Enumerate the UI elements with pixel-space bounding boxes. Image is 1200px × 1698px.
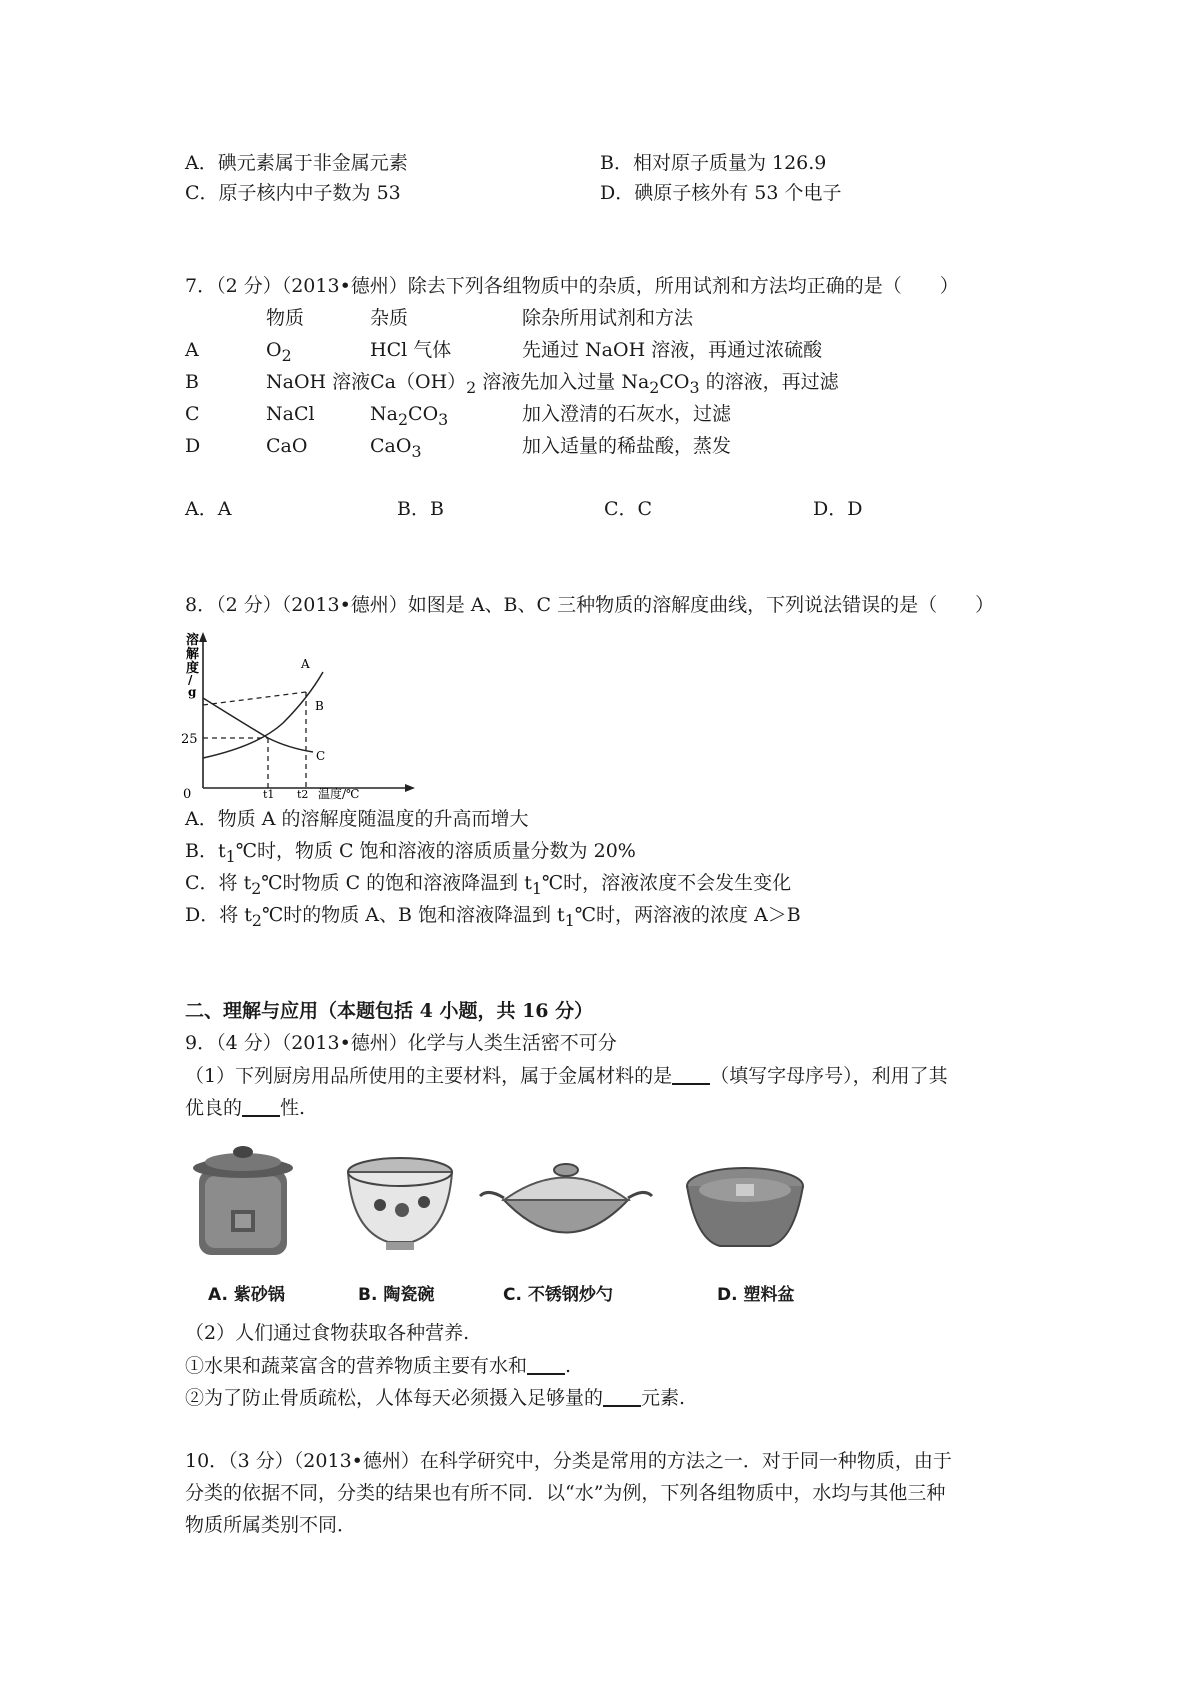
q7-choice-b: B．B (397, 498, 444, 520)
plastic-basin-image (680, 1160, 810, 1260)
answer-blank (672, 1064, 710, 1085)
q7-header-substance: 物质 (266, 307, 305, 329)
q6-option-d: D．碘原子核外有 53 个电子 (600, 182, 842, 204)
ylabel-char-1: 溶 (186, 633, 200, 648)
q7-choice-d: D．D (813, 498, 863, 520)
answer-blank (603, 1386, 641, 1407)
answer-blank (527, 1354, 565, 1375)
q7-choice-a: A．A (185, 498, 232, 520)
y-tick-25: 25 (181, 732, 198, 747)
q9-part1-line1: （1）下列厨房用品所使用的主要材料，属于金属材料的是 （填写字母序号），利用了其 (185, 1065, 948, 1087)
q9-part2-item2: ②为了防止骨质疏松，人体每天必须摄入足够量的 元素. (185, 1387, 686, 1409)
ylabel-char-4: / (188, 673, 193, 687)
q9-stem: 9．（4 分）（2013•德州）化学与人类生活密不可分 (185, 1032, 617, 1054)
q7-row-a-impurity: HCl 气体 (370, 339, 452, 361)
xlabel: 温度/℃ (318, 787, 360, 801)
q6-option-c: C．原子核内中子数为 53 (185, 182, 401, 204)
q10-line2: 分类的依据不同，分类的结果也有所不同．以“水”为例，下列各组物质中，水均与其他三种 (185, 1482, 946, 1504)
curve-label-c: C (316, 749, 326, 763)
ylabel-char-5: g (188, 685, 197, 699)
q6-option-a: A．碘元素属于非金属元素 (185, 152, 408, 174)
curve-a (203, 672, 323, 758)
section-2-title: 二、理解与应用（本题包括 4 小题，共 16 分） (185, 1000, 594, 1022)
q7-row-a-method: 先通过 NaOH 溶液，再通过浓硫酸 (522, 339, 823, 361)
q7-row-d-method: 加入适量的稀盐酸，蒸发 (522, 435, 732, 457)
solubility-chart (181, 628, 423, 802)
x-axis-arrow (405, 784, 415, 792)
curve-c (203, 698, 313, 752)
caption-steel-wok: C. 不锈钢炒勺 (503, 1285, 613, 1305)
q7-row-a-label: A (185, 339, 199, 361)
q6-option-b: B．相对原子质量为 126.9 (600, 152, 827, 174)
q8-option-a: A．物质 A 的溶解度随温度的升高而增大 (185, 808, 529, 830)
caption-clay-pot: A. 紫砂锅 (208, 1285, 285, 1305)
q7-row-d-label: D (185, 435, 201, 457)
clay-pot-image (185, 1140, 300, 1265)
q9-part2: （2）人们通过食物获取各种营养. (185, 1322, 470, 1344)
ylabel-char-2: 解 (186, 647, 200, 662)
q7-row-d-impurity: CaO$_3$ (370, 435, 422, 461)
ylabel-char-3: 度 (186, 661, 200, 676)
q8-option-b: B．$t_1℃$时，物质 C 饱和溶液的溶质质量分数为 20% (185, 840, 636, 866)
q7-row-c-substance: NaCl (266, 403, 315, 425)
q7-header-impurity: 杂质 (370, 307, 409, 329)
x-tick-t2: t2 (297, 788, 309, 801)
q7-header-method: 除杂所用试剂和方法 (522, 307, 694, 329)
y-axis-arrow (199, 632, 207, 642)
origin-label: 0 (183, 787, 192, 802)
q9-part2-item1: ①水果和蔬菜富含的营养物质主要有水和 . (185, 1355, 572, 1377)
q8-stem: 8．（2 分）（2013•德州）如图是 A、B、C 三种物质的溶解度曲线，下列说法错误的是（ ） (185, 594, 995, 616)
q7-row-b-label: B (185, 371, 199, 393)
q7-row-c-method: 加入澄清的石灰水，过滤 (522, 403, 732, 425)
steel-wok-image (474, 1150, 658, 1260)
q7-row-c-impurity: $Na_2CO_3$ (370, 403, 449, 429)
curve-b (203, 692, 306, 705)
q7-row-b-content: NaOH 溶液$Ca(OH)_2$ 溶液先加入过量 $Na_2CO_3$ 的溶液，再过滤 (266, 371, 839, 397)
curve-label-b: B (315, 699, 324, 713)
caption-ceramic-bowl: B. 陶瓷碗 (358, 1285, 435, 1305)
q8-option-c: C．将 $t_2℃$时物质 C 的饱和溶液降温到 $t_1℃$时，溶液浓度不会发生变化 (185, 872, 792, 898)
answer-blank (242, 1096, 280, 1117)
q7-row-c-label: C (185, 403, 200, 425)
q10-line1: 10．（3 分）（2013•德州）在科学研究中，分类是常用的方法之一．对于同一种物质，由于 (185, 1450, 952, 1472)
q7-choice-c: C．C (604, 498, 653, 520)
ceramic-bowl-image (340, 1150, 460, 1260)
q7-row-d-substance: CaO (266, 435, 308, 457)
x-tick-t1: t1 (263, 788, 275, 801)
caption-plastic-basin: D. 塑料盆 (717, 1285, 795, 1305)
curve-label-a: A (301, 657, 310, 671)
q9-part1-line2: 优良的 性. (185, 1097, 306, 1119)
q8-option-d: D．将 $t_2℃$时的物质 A、B 饱和溶液降温到 $t_1℃$时，两溶液的浓度 A＞B (185, 904, 801, 930)
q10-line3: 物质所属类别不同． (185, 1514, 357, 1536)
q7-stem: 7．（2 分）（2013•德州）除去下列各组物质中的杂质，所用试剂和方法均正确的是（ ） (185, 275, 959, 297)
q7-row-a-substance: $O_2$ (266, 339, 292, 365)
